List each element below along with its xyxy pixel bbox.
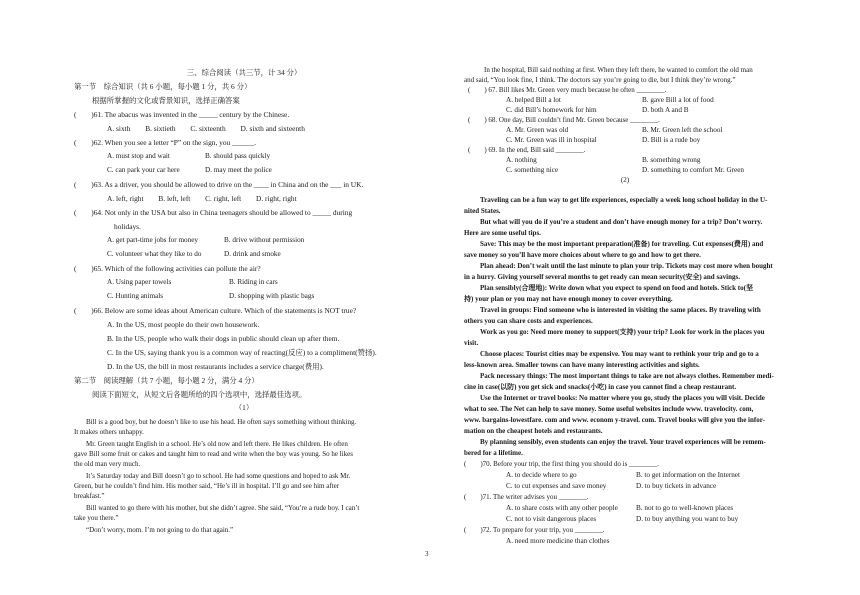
option-64b: B. drive without permission (224, 236, 305, 244)
option-67c: C. did Bill’s homework for him (506, 106, 597, 114)
option-66c: C. In the US, saying thank you is a common way of reacting(反应) to a compliment(赞扬). (107, 348, 377, 357)
passage-2-line: Save: This may be the most important preparation(准备) for traveling. Cut expenses(费用) and (480, 240, 764, 248)
option-64a: A. get part-time jobs for money (107, 236, 199, 244)
passage-2-line: 持) your plan or you may not have enough money to cover everything. (464, 295, 673, 303)
passage-2-line: cine in case(以防) you get sick and snacks(小吃) in case you cannot find a cheap restaurant. (464, 383, 737, 391)
passage-1-line: It’s Saturday today and Bill doesn’t go to school. He had some questions and hoped to ask Mr. (86, 472, 351, 480)
passage-2-line: Here are some useful tips. (464, 229, 541, 237)
passage-2-line: mation on the cheapest hotels and restaurants. (464, 427, 603, 435)
passage-2-line: Plan sensibly(合理地): Write down what you expect to spend on food and hotels. Stick to(坚 (480, 284, 753, 292)
option-65a: A. Using paper towels (107, 278, 172, 286)
passage-1-line: In the hospital, Bill said nothing at first. When they left there, he wanted to comfort the old man (484, 66, 753, 74)
passage-2-line: But what will you do if you’re a student and don’t have enough money for a trip? Don’t worry. (480, 218, 763, 226)
option-69c: C. something nice (506, 166, 559, 174)
option-62d: D. may meet the police (205, 166, 272, 174)
option-65d: D. shopping with plastic bags (229, 292, 315, 300)
passage-1-line: “Don’t worry, mom. I’m not going to do that again.” (86, 526, 234, 534)
option-68a: A. Mr. Green was old (506, 126, 569, 134)
passage-1-line: It makes others unhappy. (74, 428, 144, 436)
passage-1-line: the old man very much. (74, 460, 141, 468)
question-72: ( )72. To prepare for your trip, you ________. (464, 526, 605, 534)
passage-2-line: Traveling can be a fun way to get life experiences, especially a week long school holiday in the U- (480, 196, 768, 204)
page-number: 3 (425, 550, 429, 558)
question-68: ( ) 68. One day, Bill couldn’t find Mr. Green because ________. (468, 116, 660, 124)
question-64: ( )64. Not only in the USA but also in China teenagers should be allowed to _____ during (74, 208, 353, 217)
passage-2-line: Travel in groups: Find someone who is interested in visiting the same places. By traveling with (480, 306, 761, 314)
question-66: ( )66. Below are some ideas about American culture. Which of the statements is NOT true? (74, 306, 357, 315)
option-70d: D. to buy tickets in advance (636, 482, 717, 490)
passage-2-line: less-known area. Smaller towns can have many interesting activities and sights. (464, 361, 700, 369)
passage-2-line: save money so you’ll have more choices about where to go and how to get there. (464, 251, 701, 259)
passage-2-line: By planning sensibly, even students can enjoy the travel. Your travel experiences will be remem- (480, 438, 766, 446)
passage-1-line: breakfast.” (74, 492, 105, 500)
option-69a: A. nothing (506, 156, 537, 164)
passage-2-line: www. bargains-lowestfare. com and www. econom y-travel. com. Travel books will give you the infor- (464, 416, 765, 424)
question-61: ( )61. The abacus was invented in the _____ century by the Chinese. (74, 110, 290, 119)
option-64d: D. drink and smoke (224, 250, 281, 258)
option-68b: B. Mr. Green left the school (642, 126, 723, 134)
passage-1-line: Bill is a good boy, but he doesn’t like to use his head. He often says something without thinking. (86, 418, 357, 426)
passage-2-number: (2) (620, 176, 630, 184)
option-71b: B. not to go to well-known places (636, 504, 734, 512)
question-64-continued: holidays. (114, 222, 141, 231)
option-71c: C. not to visit dangerous places (506, 515, 597, 523)
question-61-options: A. sixth B. sixtieth C. sixteenth D. sixth and sixteenth (107, 124, 305, 133)
passage-2-line: what to see. The Net can help to save money. Some useful websites include www. travelocity. com, (464, 405, 754, 413)
passage-2-line: others you can share costs and experiences. (464, 317, 593, 325)
question-63: ( )63. As a driver, you should be allowed to drive on the ____ in China and on the ___ in UK. (74, 180, 364, 189)
option-67a: A. helped Bill a lot (506, 96, 561, 104)
option-65c: C. Hunting animals (107, 292, 164, 300)
option-69b: B. something wrong (642, 156, 701, 164)
option-67b: B. gave Bill a lot of food (642, 96, 714, 104)
option-70a: A. to decide where to go (506, 471, 577, 479)
option-71a: A. to share costs with any other people (506, 504, 618, 512)
option-70c: C. to cut expenses and save money (506, 482, 607, 490)
part2-instructions: 阅读下面短文，从短文后各题所给的四个选项中，选择最佳选项。 (92, 390, 307, 399)
passage-2-line: nited States. (464, 207, 501, 215)
passage-2-line: bered for a lifetime. (464, 449, 523, 457)
passage-2-line: Use the Internet or travel books: No matter where you go, study the places you will visit. Decide (480, 394, 765, 402)
question-71: ( )71. The writer advises you ________. (464, 493, 589, 501)
passage-2-line: Pack necessary things: The most important things to take are not always clothes. Remember medi- (480, 372, 774, 380)
question-70: ( )70. Before your trip, the first thing you should do is ________. (464, 460, 659, 468)
option-72a: A. need more medicine than clothes (506, 537, 610, 545)
passage-1-line: Bill wanted to go there with his mother, but she didn’t agree. She said, “You’re a rude boy. I can’t (86, 504, 360, 512)
passage-1-line: Green, but he couldn’t find him. His mother said, “He’s ill in hospital. I’ll go and see him after (74, 482, 340, 490)
question-69: ( ) 69. In the end, Bill said ________. (468, 146, 586, 154)
option-71d: D. to buy anything you want to buy (636, 515, 739, 523)
passage-1-line: gave Bill some fruit or cakes and taught him to read and write when the boy was young. So he likes (74, 450, 353, 458)
option-66d: D. In the US, the bill in most restaurants includes a service charge(费用). (107, 362, 324, 371)
passage-1-line: Mr. Green taught English in a school. He’s old now and left there. He likes children. He often (86, 440, 348, 448)
option-68d: D. Bill is a rude boy (642, 136, 701, 144)
option-62a: A. must stop and wait (107, 152, 170, 160)
passage-2-line: in a hurry. Giving yourself several months to get ready can mean security(安全) and savings. (464, 273, 740, 281)
option-68c: C. Mr. Green was ill in hospital (506, 136, 597, 144)
section-title: 三、综合阅读（共三节，计 34 分） (186, 68, 302, 77)
passage-2-line: Work as you go: Need more money to support(支持) your trip? Look for work in the places you (480, 328, 765, 336)
option-66a: A. In the US, most people do their own housework. (107, 320, 260, 329)
passage-1-line: take you there.” (74, 514, 119, 522)
option-66b: B. In the US, people who walk their dogs in public should clean up after them. (107, 334, 340, 343)
option-62c: C. can park your car here (107, 166, 180, 174)
part2-title: 第二节 阅读理解（共 7 小题，每小题 2 分，满分 4 分） (74, 376, 259, 385)
passage-1-line: and said, “You look fine, I think. The doctors say you’re going to die, but I think they’re wrong.” (464, 76, 736, 84)
passage-1-number: （1） (234, 403, 254, 412)
part1-instructions: 根据所掌握的文化或背景知识，选择正确答案 (92, 96, 240, 105)
part1-title: 第一节 综合知识（共 6 小题，每小题 1 分，共 6 分） (74, 82, 252, 91)
passage-2-line: Plan ahead: Don’t wait until the last minute to plan your trip. Tickets may cost more when bought (480, 262, 773, 270)
option-64c: C. volunteer what they like to do (107, 250, 202, 258)
option-67d: D. both A and B (642, 106, 689, 114)
option-70b: B. to get information on the Internet (636, 471, 740, 479)
question-65: ( )65. Which of the following activities can pollute the air? (74, 264, 261, 273)
passage-2-line: Choose places: Tourist cities may be expensive. You may want to rethink your trip and go to a (480, 350, 759, 358)
option-62b: B. should pass quickly (205, 152, 271, 160)
question-62: ( )62. When you see a letter “P” on the sign, you ______. (74, 138, 257, 147)
option-65b: B. Riding in cars (229, 278, 278, 286)
passage-2-line: visit. (464, 339, 479, 347)
option-69d: D. something to comfort Mr. Green (642, 166, 745, 174)
question-63-options: A. left, right B. left, left C. right, left D. right, right (107, 194, 297, 203)
question-67: ( ) 67. Bill likes Mr. Green very much because he often ________. (468, 86, 667, 94)
